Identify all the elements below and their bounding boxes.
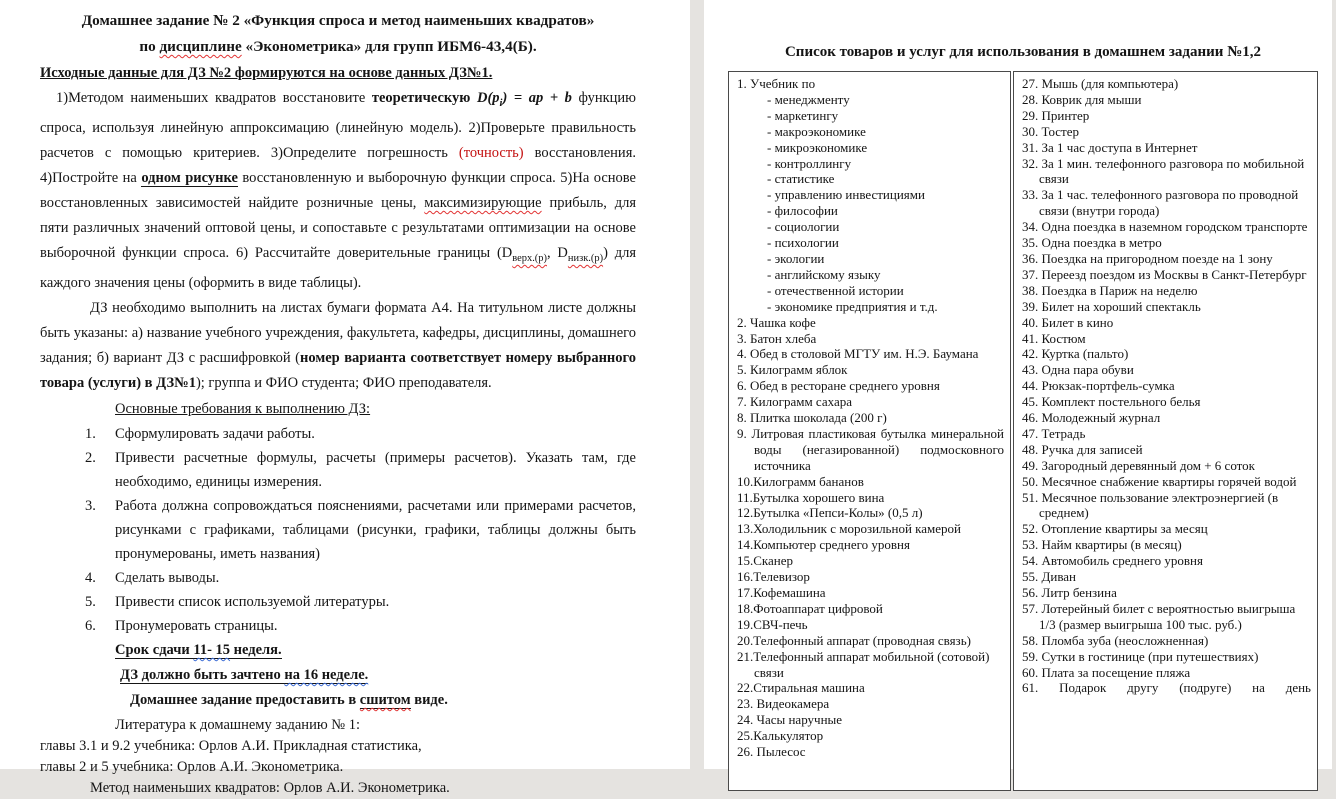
goods-item: - контроллингу (767, 155, 852, 171)
item-text: Привести список используемой литературы. (115, 593, 390, 610)
goods-item: 36. Поездка на пригородном поезде на 1 зону (1022, 250, 1273, 266)
text-segment: восстановления. 4)Постройте на (40, 144, 636, 186)
goods-item: 30. Тостер (1022, 123, 1080, 139)
goods-column-1 (728, 71, 1011, 791)
requirements-list (40, 422, 636, 638)
goods-item: 11.Бутылка хорошего вина (737, 489, 885, 505)
goods-item: 37. Переезд поездом из Москвы в Санкт-Петербург (1022, 266, 1307, 282)
goods-item: 13.Холодильник с морозильной камерой (737, 521, 961, 537)
goods-item: 34. Одна поездка в наземном городском транспорте (1022, 219, 1308, 235)
credit-line (120, 663, 636, 688)
goods-item: 14.Компьютер среднего уровня (737, 537, 910, 553)
goods-item: - маркетингу (767, 107, 839, 123)
requirement-item (40, 614, 636, 638)
goods-item: 12.Бутылка «Пепси-Колы» (0,5 л) (737, 505, 923, 521)
text-segment: низк.(p) (567, 252, 604, 264)
goods-item: 9. Литровая пластиковая бутылка минеральной воды (негазированной) подмосковного источника (737, 425, 1004, 473)
goods-item: - экономике предприятия и т.д. (767, 298, 938, 314)
goods-item: 6. Обед в ресторане среднего уровня (737, 378, 940, 394)
goods-item: 42. Куртка (пальто) (1022, 346, 1129, 362)
text-segment: максимизирующие (424, 194, 542, 211)
text-segment: ДЗ необходимо выполнить на листах бумаги формата А4. На титульном листе должны быть указаны: а) название учебного учреждения, факультета, кафедры, дисциплины, домашнего задания; б) вариант ДЗ с расшифровкой ( (40, 299, 636, 366)
item-text: Пронумеровать страницы. (115, 617, 278, 634)
text-segment: ДЗ должно быть зачтено (120, 666, 285, 683)
goods-item: - управлению инвестициями (767, 187, 925, 203)
goods-item: 47. Тетрадь (1022, 425, 1086, 441)
text-segment: теоретическую (371, 90, 477, 106)
hw2-title: Домашнее задание № 2 «Функция спроса и метод наименьших квадратов» (81, 12, 595, 29)
goods-item: 54. Автомобиль среднего уровня (1022, 553, 1203, 569)
text-segment: (точность) (458, 144, 524, 161)
goods-item: 4. Обед в столовой МГТУ им. Н.Э. Баумана (737, 346, 979, 362)
goods-item: 28. Коврик для мыши (1022, 91, 1142, 107)
goods-item: 55. Диван (1022, 569, 1077, 585)
item-number: 3. (85, 497, 96, 514)
text-segment: функцию спроса, используя линейную аппроксимацию (линейную модель). 2)Проверьте правильность расчетов с помощью критериев. 3)Определите погрешность (40, 90, 636, 161)
goods-item: - философии (767, 203, 838, 219)
item-number: 2. (85, 449, 96, 466)
clipped-bottom-line: Метод наименьших квадратов: Орлов А.И. Эконометрика. (90, 779, 450, 796)
goods-item: 16.Телевизор (737, 569, 810, 585)
text-segment: , D (546, 244, 568, 261)
item-number: 5. (85, 593, 96, 610)
goods-item: - английскому языку (767, 266, 881, 282)
goods-item: 35. Одна поездка в метро (1022, 235, 1162, 251)
goods-item: 58. Пломба зуба (неосложненная) (1022, 632, 1209, 648)
goods-item: 38. Поездка в Париж на неделю (1022, 282, 1198, 298)
goods-item: 56. Литр бензина (1022, 585, 1117, 600)
format-paragraph (40, 296, 636, 396)
goods-item: 52. Отопление квартиры за месяц (1022, 521, 1208, 537)
text-segment: номер варианта соответствует номеру выбранного товара (услуги) в ДЗ№1 (40, 349, 637, 391)
goods-item: 1. Учебник по (737, 76, 816, 91)
goods-item: 3. Батон хлеба (737, 330, 817, 346)
text-segment: виде. (410, 691, 448, 708)
goods-item: 59. Сутки в гостинице (при путешествиях) (1022, 648, 1259, 664)
goods-item: 40. Билет в кино (1022, 314, 1114, 330)
text-segment: D(p (476, 90, 500, 106)
item-text: Привести расчетные формулы, расчеты (примеры расчетов). Указать там, где необходимо, единицы измерения. (115, 449, 636, 490)
goods-item: 7. Килограмм сахара (737, 394, 852, 410)
goods-item: - менеджменту (767, 91, 850, 107)
text-segment: верх.(p) (512, 252, 547, 264)
text-segment: 1)Методом наименьших квадратов восстановите (56, 90, 372, 106)
requirement-item (40, 494, 636, 566)
item-text: Сформулировать задачи работы. (115, 425, 315, 442)
goods-item: 19.СВЧ-печь (737, 616, 808, 632)
text-segment: восстановленную и выборочную функции спроса. 5)На основе восстановленных зависимостей найдите розничные цены, (40, 169, 636, 211)
goods-item: 57. Лотерейный билет с вероятностью выигрыша 1/3 (размер выигрыша 100 тыс. руб.) (1022, 600, 1296, 632)
text-segment: неделя. (230, 641, 282, 658)
item-number: 6. (85, 617, 96, 634)
goods-item: 50. Месячное снабжение квартиры горячей водой (1022, 473, 1297, 489)
hw2-subtitle (40, 34, 636, 60)
text-segment: прибыль, для пяти различных значений оптовой цены, и сопоставьте с результатами оптимизации на основе выборочной функции спроса. 6) Рассчитайте доверительные границы (D (40, 194, 636, 261)
goods-item: 61. Подарок другу (подруге) на день (1022, 680, 1311, 696)
goods-column-2 (1013, 71, 1318, 791)
goods-item: 49. Загородный деревянный дом + 6 соток (1022, 457, 1255, 473)
text-segment: сшитом (359, 691, 411, 708)
requirement-item (40, 422, 636, 446)
item-text: Сделать выводы. (115, 569, 220, 586)
goods-item: 17.Кофемашина (737, 585, 826, 600)
goods-item: 53. Найм квартиры (в месяц) (1022, 537, 1182, 553)
goods-item: - макроэкономике (767, 123, 866, 139)
text-segment: ) для каждого значения цены (оформить в виде таблицы). (40, 244, 636, 291)
goods-item: 20.Телефонный аппарат (проводная связь) (737, 632, 971, 648)
goods-item: 8. Плитка шоколада (200 г) (737, 410, 887, 426)
requirement-item (40, 446, 636, 494)
text-segment: одном рисунке (141, 169, 238, 186)
item-text: Работа должна сопровождаться пояснениями, расчетами или примерами расчетов, рисунками с графиками, таблицами (рисунки, графики, таблицы должны быть пронумерованы, иметь названия) (115, 497, 636, 562)
goods-item: 46. Молодежный журнал (1022, 410, 1161, 426)
literature-line: главы 2 и 5 учебника: Орлов А.И. Эконометрика. (40, 758, 344, 775)
goods-item: 27. Мышь (для компьютера) (1022, 76, 1179, 91)
requirement-item (40, 590, 636, 614)
item-number: 1. (85, 425, 96, 442)
goods-item: 10.Килограмм бананов (737, 473, 864, 489)
goods-item: 44. Рюкзак-портфель-сумка (1022, 378, 1175, 394)
page-2[interactable] (704, 0, 1332, 769)
goods-item: 21.Телефонный аппарат мобильной (сотовой) связи (737, 648, 990, 680)
goods-item: 18.Фотоаппарат цифровой (737, 600, 883, 616)
goods-item: 32. За 1 мин. телефонного разговора по мобильной связи (1022, 155, 1305, 187)
source-data-note: Исходные данные для ДЗ №2 формируются на основе данных ДЗ№1. (40, 65, 493, 81)
goods-item: 15.Сканер (737, 553, 794, 569)
text-segment: Домашнее задание предоставить в (130, 691, 360, 708)
text-segment: 11- 15 (193, 641, 231, 658)
goods-table (728, 71, 1318, 791)
goods-item: - экологии (767, 250, 825, 266)
goods-item: 25.Калькулятор (737, 728, 824, 744)
text-segment: по (139, 38, 160, 55)
tasks-paragraph (40, 86, 636, 296)
goods-item: 31. За 1 час доступа в Интернет (1022, 139, 1198, 155)
text-segment: Срок сдачи (115, 641, 194, 658)
text-segment: на 16 неделе. (284, 666, 369, 683)
goods-item: 23. Видеокамера (737, 696, 830, 712)
goods-item: 29. Принтер (1022, 107, 1090, 123)
goods-item: 24. Часы наручные (737, 712, 843, 728)
text-segment: ) = ap + b (502, 90, 572, 106)
goods-item: 48. Ручка для записей (1022, 441, 1143, 457)
text-segment: «Эконометрика» для групп ИБМ6-43,4(Б). (241, 38, 537, 55)
goods-item: 45. Комплект постельного белья (1022, 394, 1201, 410)
goods-item: - социологии (767, 219, 840, 235)
goods-list-title: Список товаров и услуг для использования в домашнем задании №1,2 (784, 44, 1262, 60)
goods-item: 33. За 1 час. телефонного разговора по проводной связи (внутри города) (1022, 187, 1299, 219)
goods-item: 26. Пылесос (737, 744, 806, 760)
goods-item: 39. Билет на хороший спектакль (1022, 298, 1201, 314)
goods-item: - статистике (767, 171, 835, 187)
goods-item: 51. Месячное пользование электроэнергией (в среднем) (1022, 489, 1279, 521)
text-segment: i (499, 97, 503, 109)
goods-item: 41. Костюм (1022, 330, 1086, 346)
literature-line: главы 3.1 и 9.2 учебника: Орлов А.И. Прикладная статистика, (40, 737, 422, 754)
goods-item: - отечественной истории (767, 282, 904, 298)
goods-item: - психологии (767, 235, 839, 251)
binding-line (130, 688, 636, 713)
goods-item: 22.Стиральная машина (737, 680, 865, 696)
goods-item: 60. Плата за посещение пляжа (1022, 664, 1191, 680)
goods-item: 43. Одна пара обуви (1022, 362, 1134, 378)
requirement-item (40, 566, 636, 590)
item-number: 4. (85, 569, 96, 586)
text-segment: ); группа и ФИО студента; ФИО преподавателя. (195, 374, 492, 391)
goods-item: - микроэкономике (767, 139, 868, 155)
deadline-line (115, 638, 636, 663)
requirements-heading: Основные требования к выполнению ДЗ: (115, 400, 371, 417)
text-segment: дисциплине (159, 38, 242, 55)
goods-item: 5. Килограмм яблок (737, 362, 848, 378)
literature-heading: Литература к домашнему заданию № 1: (115, 716, 361, 733)
goods-item: 2. Чашка кофе (737, 314, 816, 330)
